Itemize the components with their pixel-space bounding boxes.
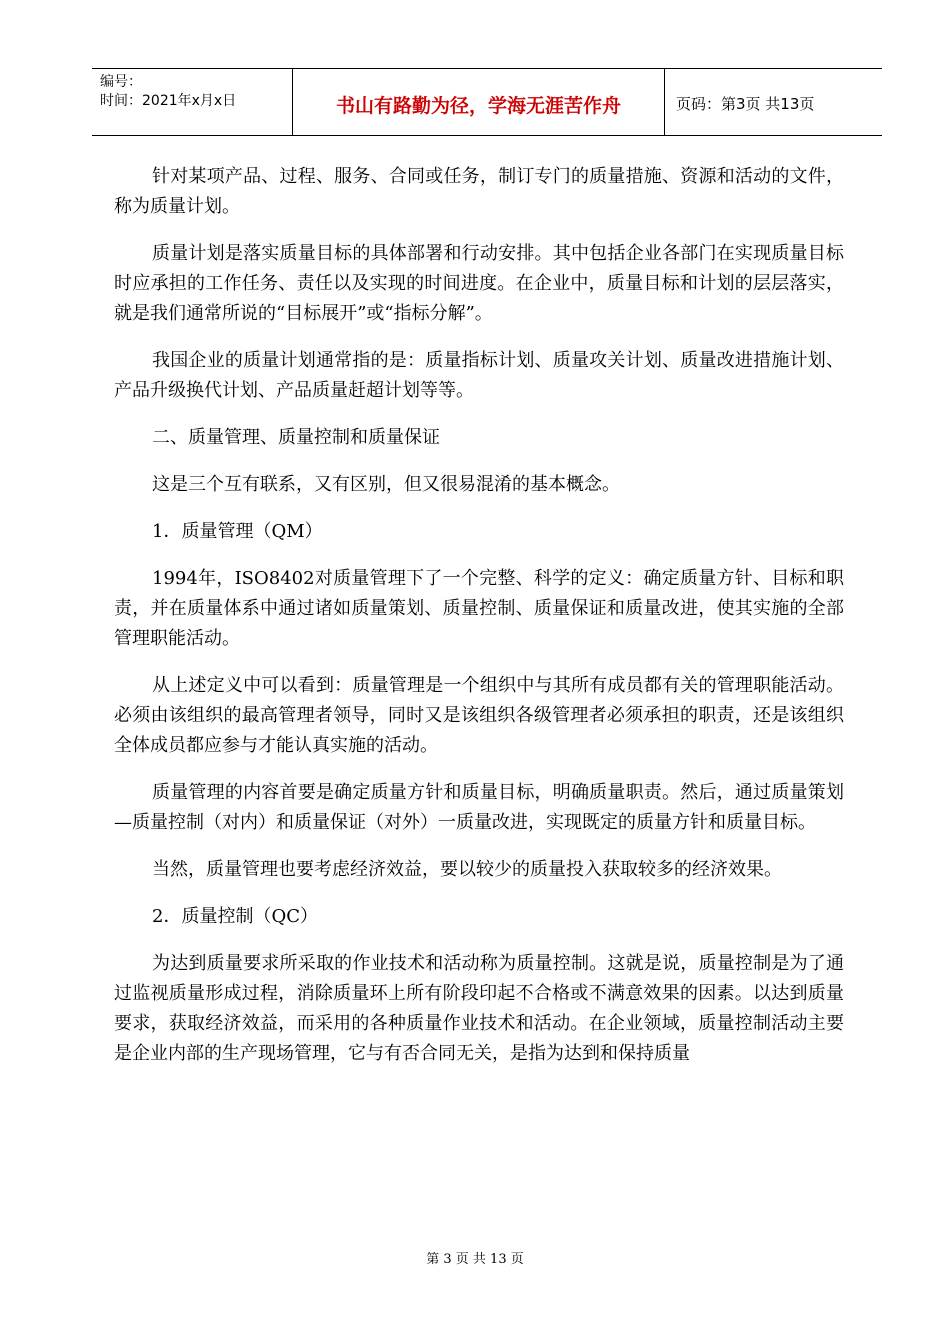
document-number-label: 编号： — [100, 74, 142, 90]
body-paragraph: 当然，质量管理也要考虑经济效益，要以较少的质量投入获取较多的经济效果。 — [152, 859, 782, 880]
page-header — [92, 68, 882, 136]
body-paragraph: 从上述定义中可以看到：质量管理是一个组织中与其所有成员都有关的管理职能活动。必须由该组织的最高管理者领导，同时又是该组织各级管理者必须承担的职责，还是该组织全体成员都应参与才能认真实施的活动。 — [114, 675, 844, 756]
page-footer: 第 3 页 共 13 页 — [426, 1252, 524, 1267]
body-paragraph: 针对某项产品、过程、服务、合同或任务，制订专门的质量措施、资源和活动的文件，称为质量计划。 — [114, 166, 844, 217]
header-divider — [664, 69, 665, 135]
header-meta — [100, 73, 236, 111]
body-paragraph: 1994年，ISO8402对质量管理下了一个完整、科学的定义：确定质量方针、目标和职责，并在质量体系中通过诸如质量策划、质量控制、质量保证和质量改进，使其实施的全部管理职能活动。 — [114, 568, 844, 649]
body-paragraph: 为达到质量要求所采取的作业技术和活动称为质量控制。这就是说，质量控制是为了通过监视质量形成过程，消除质量环上所有阶段印起不合格或不满意效果的因素。以达到质量要求，获取经济效益，而采用的各种质量作业技术和活动。在企业领域，质量控制活动主要是企业内部的生产现场管理，它与有否合同无关，是指为达到和保持质量 — [114, 953, 844, 1064]
body-paragraph: 这是三个互有联系，又有区别，但又很易混淆的基本概念。 — [152, 474, 620, 495]
document-body — [114, 162, 844, 1086]
header-page-info: 页码：第3页 共13页 — [676, 95, 815, 113]
header-motto: 书山有路勤为径，学海无涯苦作舟 — [335, 95, 621, 117]
subsection-heading: 1．质量管理（QM） — [152, 521, 323, 542]
subsection-heading: 2．质量控制（QC） — [152, 906, 318, 927]
section-heading: 二、质量管理、质量控制和质量保证 — [152, 427, 440, 448]
body-paragraph: 质量管理的内容首要是确定质量方针和质量目标，明确质量职责。然后，通过质量策划—质量控制（对内）和质量保证（对外）一质量改进，实现既定的质量方针和质量目标。 — [114, 782, 844, 833]
body-paragraph: 质量计划是落实质量目标的具体部署和行动安排。其中包括企业各部门在实现质量目标时应承担的工作任务、责任以及实现的时间进度。在企业中，质量目标和计划的层层落实，就是我们通常所说的“目标展开”或“指标分解”。 — [114, 243, 844, 324]
body-paragraph: 我国企业的质量计划通常指的是：质量指标计划、质量攻关计划、质量改进措施计划、产品升级换代计划、产品质量赶超计划等等。 — [114, 350, 844, 401]
document-time-label: 时间：2021年x月x日 — [100, 93, 237, 109]
